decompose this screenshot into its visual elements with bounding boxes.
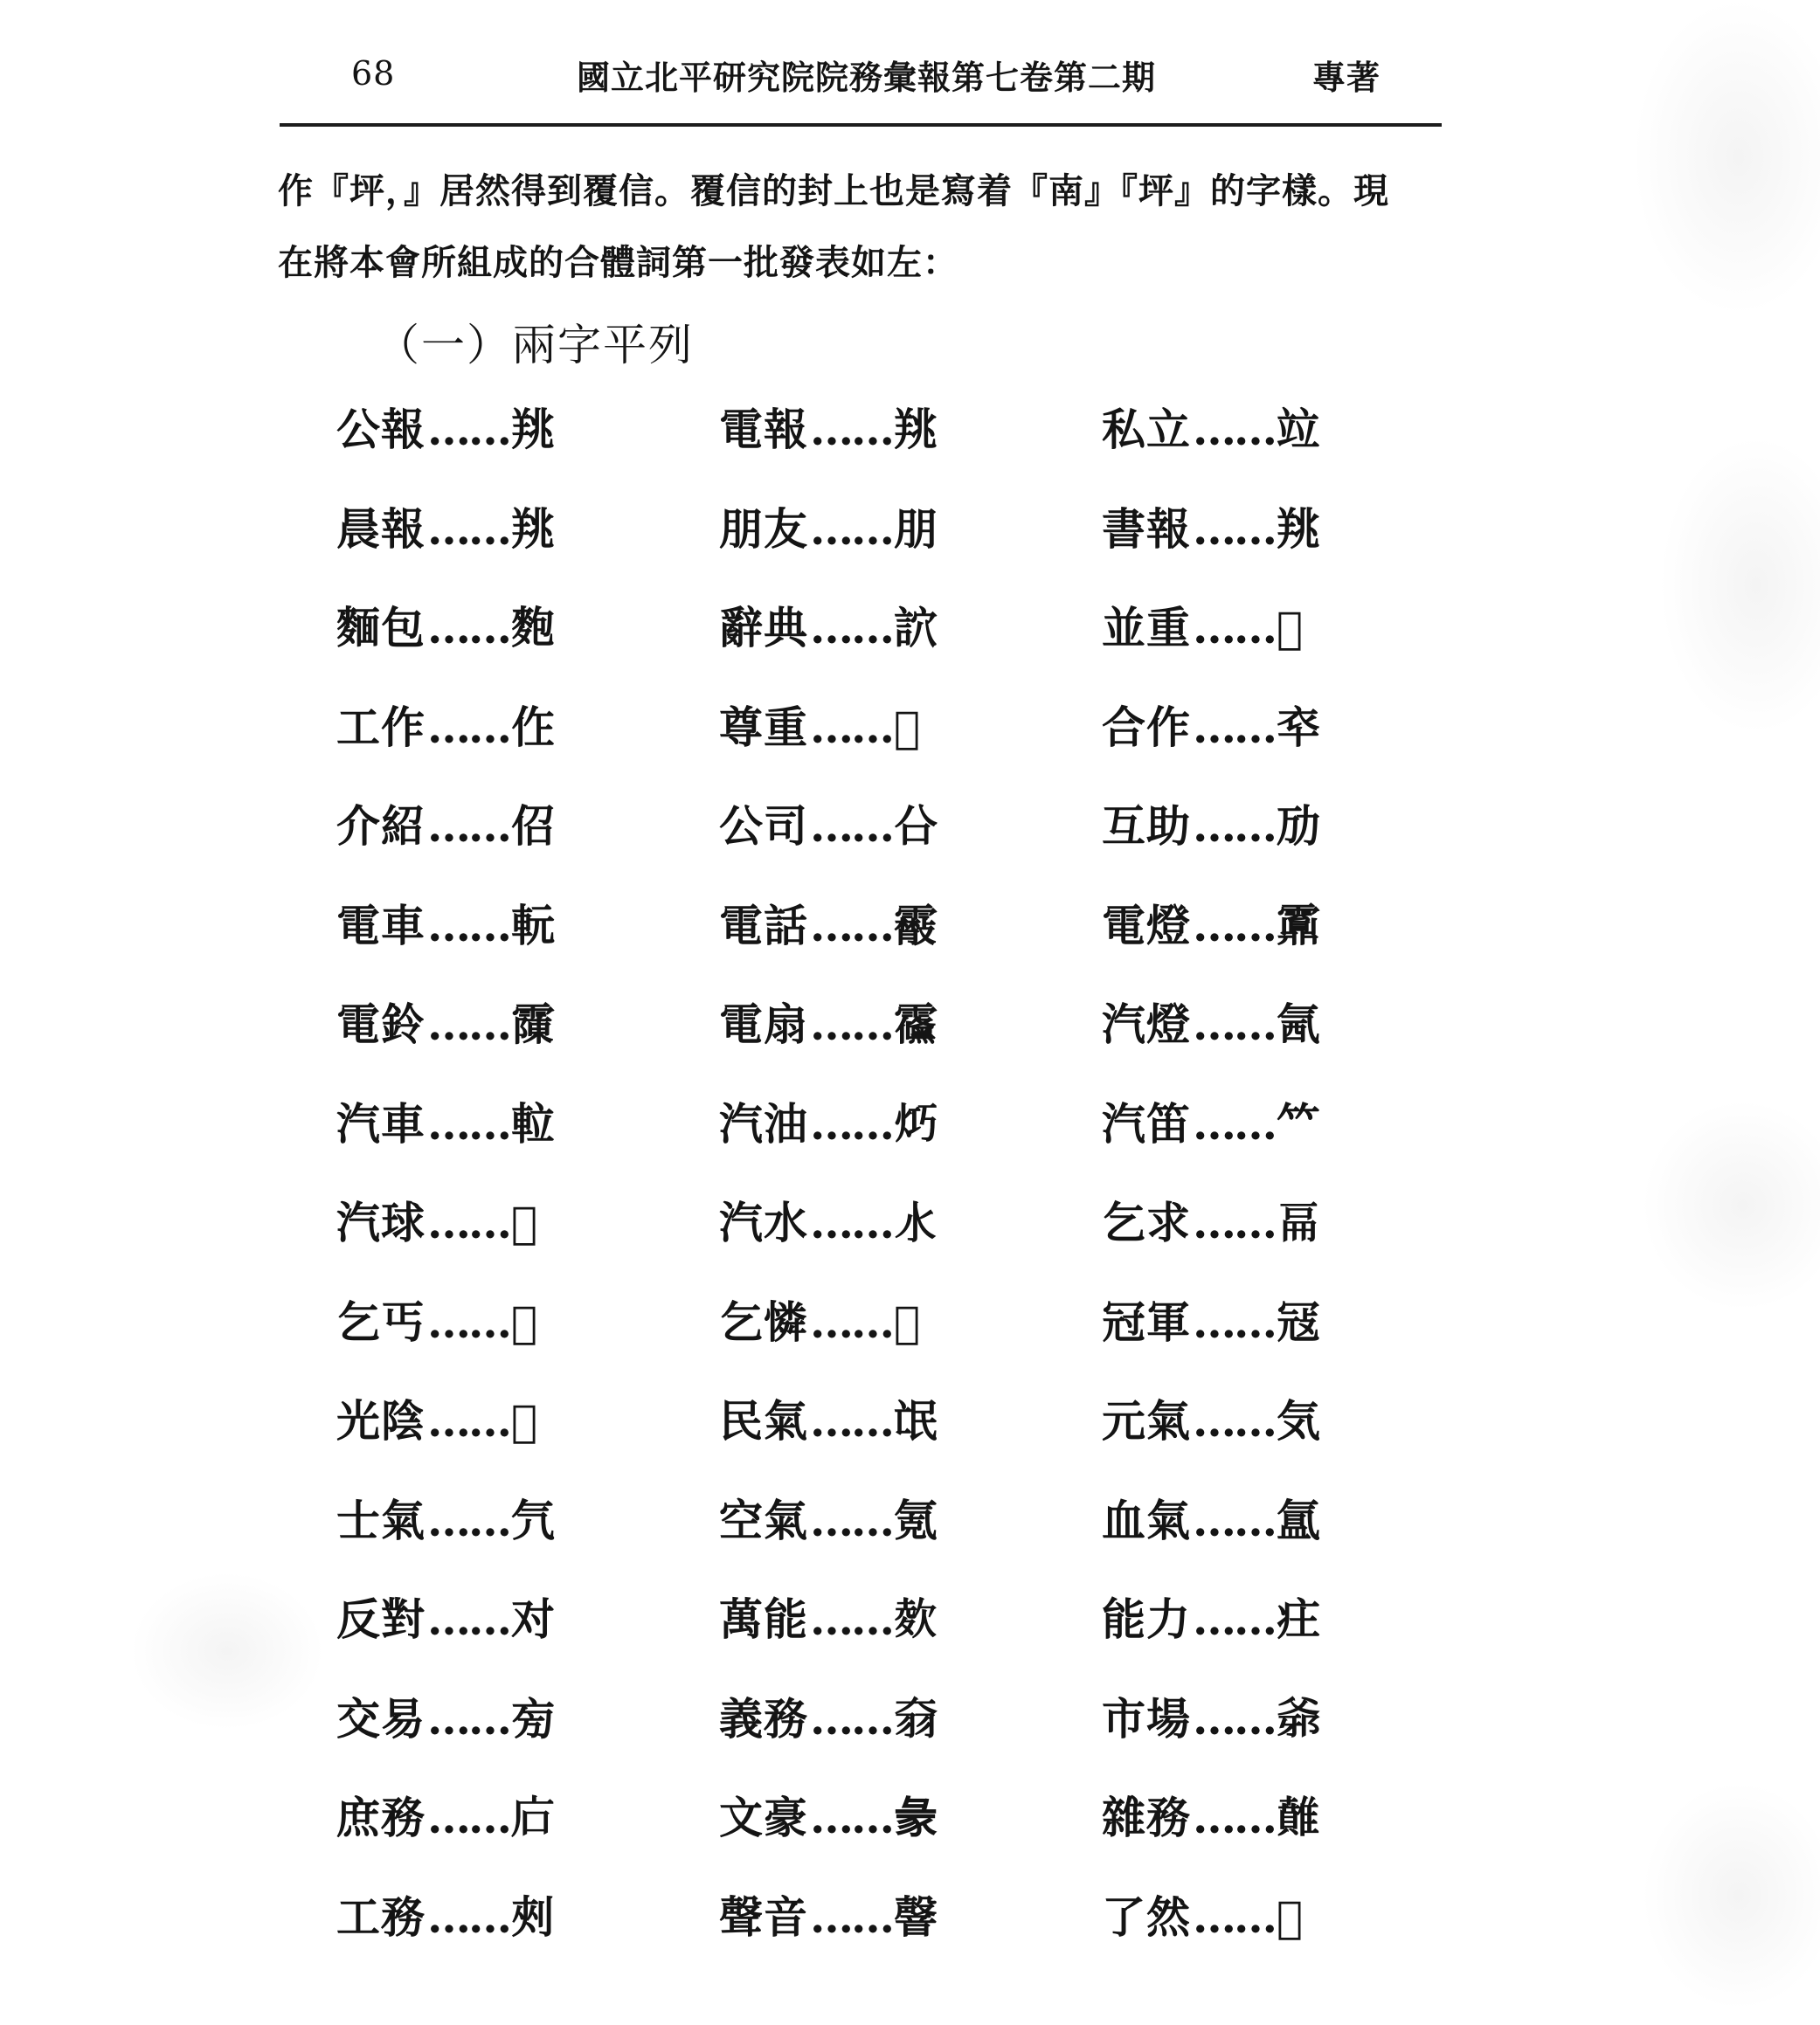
combined-character: 朋: [894, 502, 938, 555]
source-word: 電車: [336, 899, 426, 951]
combined-character: 𤈷: [1277, 1890, 1304, 1943]
leader-dots: ……: [1193, 1296, 1275, 1348]
list-item: [1102, 693, 1469, 792]
combined-character: 㓨: [511, 1890, 556, 1943]
leader-dots: ……: [810, 1792, 892, 1843]
leader-dots: ……: [810, 1197, 892, 1248]
combined-character: 𨤲: [1277, 602, 1304, 653]
source-word: 義務: [719, 1692, 808, 1745]
list-item: [336, 791, 719, 891]
list-item: [336, 1585, 719, 1684]
source-word: 尊重: [719, 701, 808, 753]
list-item: [719, 1188, 1102, 1288]
list-item: [719, 1288, 1102, 1387]
leader-dots: ……: [810, 899, 892, 951]
combined-character: 𠀺: [511, 1296, 539, 1348]
intro-line: 在將本會所組成的合體詞第一批發表如左：: [278, 242, 958, 283]
combined-character: 𩀴: [1277, 1792, 1321, 1843]
combined-character: 䨷: [894, 899, 938, 951]
combined-character: 䍮: [1277, 502, 1321, 555]
source-word: 辭典: [719, 602, 808, 653]
combined-character: 𠀷: [1277, 1197, 1321, 1248]
combined-character: 𣱱: [894, 1197, 938, 1248]
list-item: [336, 1486, 719, 1586]
leader-dots: ……: [1193, 1792, 1275, 1843]
leader-dots: ……: [1193, 602, 1275, 653]
combined-character: 𧰲: [894, 1792, 938, 1843]
leader-dots: ……: [1193, 1197, 1275, 1248]
source-word: 書報: [1102, 502, 1191, 555]
list-item: [1102, 1288, 1469, 1387]
source-word: 合作: [1102, 701, 1191, 753]
combined-character: 𨤲: [894, 701, 922, 753]
combined-character: 𤇤: [894, 1097, 938, 1150]
leader-dots: ……: [810, 701, 892, 753]
list-item: [719, 1089, 1102, 1189]
list-item: [336, 494, 719, 594]
intro-paragraph: [278, 156, 1466, 299]
leader-dots: ……: [427, 999, 509, 1050]
combined-character: 㫄: [511, 1692, 556, 1745]
section-heading: （一）兩字平列: [376, 320, 694, 370]
leader-dots: ……: [1193, 502, 1275, 555]
source-word: 電話: [719, 899, 808, 951]
list-item: [719, 494, 1102, 594]
leader-dots: ……: [427, 1792, 509, 1843]
combined-character: 氥: [1277, 999, 1321, 1050]
list-item: [336, 1883, 719, 1982]
source-word: 汽水: [719, 1197, 808, 1248]
combined-character: 氕: [511, 1494, 556, 1546]
leader-dots: ……: [427, 1692, 509, 1745]
source-word: 雜務: [1102, 1792, 1191, 1843]
source-word: 反對: [336, 1593, 426, 1645]
source-word: 電燈: [1102, 899, 1191, 951]
leader-dots: ……: [810, 800, 892, 852]
leader-dots: ……: [810, 404, 892, 455]
combined-character: 对: [511, 1593, 556, 1645]
list-item: [719, 593, 1102, 693]
source-word: 朋友: [719, 502, 808, 555]
list-item: [336, 1288, 719, 1387]
combined-character: 㽵: [1277, 1593, 1321, 1645]
list-item: [719, 990, 1102, 1089]
source-word: 士氣: [336, 1494, 426, 1546]
combined-character: 韾: [894, 1890, 938, 1943]
combined-character: 𣣋: [894, 1593, 938, 1645]
combined-character: 𥫗: [1277, 1097, 1321, 1150]
combined-character: 竝: [1277, 404, 1321, 455]
leader-dots: ……: [810, 999, 892, 1050]
list-item: [336, 395, 719, 494]
combined-character: 䛎: [894, 602, 938, 653]
combined-character: 㑅: [511, 701, 556, 753]
list-item: [1102, 593, 1469, 693]
list-item: [336, 1188, 719, 1288]
source-word: 元氣: [1102, 1395, 1191, 1447]
combined-character: 䡇: [511, 899, 556, 951]
list-item: [1102, 1089, 1469, 1189]
leader-dots: ……: [1193, 701, 1275, 753]
list-item: [1102, 1783, 1469, 1883]
leader-dots: ……: [810, 1296, 892, 1348]
source-word: 萬能: [719, 1593, 808, 1645]
combined-character: 𢥊: [894, 1296, 922, 1348]
list-item: [1102, 1883, 1469, 1982]
leader-dots: ……: [810, 1692, 892, 1745]
scan-blotch: [1634, 0, 1820, 314]
combined-character: 佋: [511, 800, 556, 852]
list-item: [1102, 395, 1469, 494]
list-item: [1102, 990, 1469, 1089]
leader-dots: ……: [427, 502, 509, 555]
scan-blotch: [1660, 437, 1820, 734]
combined-character: 氲: [1277, 1494, 1321, 1546]
source-word: 汽球: [336, 1197, 426, 1248]
scan-blotch: [1643, 1782, 1820, 2009]
leader-dots: ……: [427, 1593, 509, 1645]
leader-dots: ……: [427, 701, 509, 753]
list-item: [336, 1783, 719, 1883]
leader-dots: ……: [427, 602, 509, 653]
list-item: [1102, 1684, 1469, 1784]
source-word: 工作: [336, 701, 426, 753]
source-word: 汽油: [719, 1097, 808, 1150]
source-word: 庶務: [336, 1792, 426, 1843]
list-item: [336, 891, 719, 991]
scan-blotch: [131, 1572, 323, 1730]
source-word: 電扇: [719, 999, 808, 1050]
leader-dots: ……: [810, 1593, 892, 1645]
source-word: 交易: [336, 1692, 426, 1745]
list-item: [336, 990, 719, 1089]
leader-dots: ……: [1193, 1097, 1275, 1150]
combined-character: 䨶: [1277, 899, 1321, 951]
list-item: [336, 693, 719, 792]
list-item: [719, 1883, 1102, 1982]
leader-dots: ……: [427, 1097, 509, 1150]
leader-dots: ……: [1193, 1692, 1275, 1745]
leader-dots: ……: [1193, 899, 1275, 951]
source-word: 文豪: [719, 1792, 808, 1843]
source-word: 能力: [1102, 1593, 1191, 1645]
list-item: [1102, 1585, 1469, 1684]
source-word: 汽笛: [1102, 1097, 1191, 1150]
list-item: [336, 1386, 719, 1486]
source-word: 並重: [1102, 602, 1191, 653]
source-word: 光陰: [336, 1395, 426, 1447]
combined-character: 𢇞: [511, 1792, 556, 1843]
leader-dots: ……: [1193, 1890, 1275, 1943]
list-item: [719, 791, 1102, 891]
list-item: [336, 1684, 719, 1784]
leader-dots: ……: [810, 602, 892, 653]
header-rule: [280, 123, 1442, 127]
list-item: [1102, 1486, 1469, 1586]
source-word: 工務: [336, 1890, 426, 1943]
list-item: [719, 395, 1102, 494]
combined-character: 䍮: [511, 404, 556, 455]
leader-dots: ……: [1193, 999, 1275, 1050]
list-item: [719, 1684, 1102, 1784]
list-item: [1102, 494, 1469, 594]
source-word: 互助: [1102, 800, 1191, 852]
source-word: 聲音: [719, 1890, 808, 1943]
intro-line: 作『坪，』居然得到覆信。覆信的封上也是寫着『南』『坪』的字樣。現: [278, 170, 1389, 211]
section-name: 專著: [1312, 58, 1381, 97]
list-item: [1102, 1188, 1469, 1288]
source-word: 汽燈: [1102, 999, 1191, 1050]
leader-dots: ……: [810, 1395, 892, 1447]
source-word: 電報: [719, 404, 808, 455]
leader-dots: ……: [427, 1197, 509, 1248]
combined-character: 䘚: [1277, 701, 1321, 753]
list-item: [719, 1783, 1102, 1883]
source-word: 乞求: [1102, 1197, 1191, 1248]
source-word: 電鈴: [336, 999, 426, 1050]
list-item: [336, 593, 719, 693]
leader-dots: ……: [427, 1395, 509, 1447]
source-word: 乞丐: [336, 1296, 426, 1348]
combined-character: 𤥉: [511, 1197, 539, 1248]
combined-character: 氪: [894, 1494, 938, 1546]
scan-blotch: [1643, 1101, 1820, 1310]
leader-dots: ……: [1193, 800, 1275, 852]
source-word: 晨報: [336, 502, 426, 555]
combined-character: 𤽗: [511, 1395, 539, 1447]
leader-dots: ……: [427, 800, 509, 852]
word-list: [336, 395, 1472, 1981]
leader-dots: ……: [1193, 404, 1275, 455]
combined-character: 𦏷: [894, 1692, 938, 1745]
running-header: [280, 49, 1442, 101]
combined-character: 氓: [894, 1395, 938, 1447]
source-word: 麵包: [336, 602, 426, 653]
source-word: 民氣: [719, 1395, 808, 1447]
list-item: [336, 1089, 719, 1189]
leader-dots: ……: [1193, 1593, 1275, 1645]
list-item: [719, 891, 1102, 991]
leader-dots: ……: [810, 1890, 892, 1943]
leader-dots: ……: [1193, 1494, 1275, 1546]
combined-character: 䨯: [511, 999, 556, 1050]
source-word: 私立: [1102, 404, 1191, 455]
source-word: 公司: [719, 800, 808, 852]
source-word: 空氣: [719, 1494, 808, 1546]
source-word: 汽車: [336, 1097, 426, 1150]
combined-character: 冦: [1277, 1296, 1321, 1348]
combined-character: 麭: [511, 602, 556, 653]
combined-character: 𨋢: [511, 1097, 556, 1150]
list-item: [719, 693, 1102, 792]
combined-character: 䍮: [894, 404, 938, 455]
leader-dots: ……: [427, 1296, 509, 1348]
source-word: 市場: [1102, 1692, 1191, 1745]
list-item: [1102, 891, 1469, 991]
leader-dots: ……: [427, 899, 509, 951]
page-number: 68: [351, 54, 396, 93]
leader-dots: ……: [427, 404, 509, 455]
list-item: [719, 1486, 1102, 1586]
leader-dots: ……: [1193, 1395, 1275, 1447]
leader-dots: ……: [810, 1494, 892, 1546]
source-word: 血氣: [1102, 1494, 1191, 1546]
source-word: 乞憐: [719, 1296, 808, 1348]
leader-dots: ……: [427, 1890, 509, 1943]
leader-dots: ……: [810, 502, 892, 555]
source-word: 冠軍: [1102, 1296, 1191, 1348]
list-item: [719, 1386, 1102, 1486]
combined-character: 𤕓: [1277, 1692, 1321, 1745]
leader-dots: ……: [810, 1097, 892, 1150]
source-word: 了然: [1102, 1890, 1191, 1943]
journal-title: 國立北平研究院院務彙報第七卷第二期: [577, 58, 1157, 97]
combined-character: 劢: [1277, 800, 1321, 852]
combined-character: 㕣: [894, 800, 938, 852]
list-item: [719, 1585, 1102, 1684]
combined-character: 䍮: [511, 502, 556, 555]
source-word: 介紹: [336, 800, 426, 852]
combined-character: 気: [1277, 1395, 1321, 1447]
list-item: [1102, 791, 1469, 891]
combined-character: 䨹: [894, 999, 938, 1050]
source-word: 公報: [336, 404, 426, 455]
leader-dots: ……: [427, 1494, 509, 1546]
list-item: [1102, 1386, 1469, 1486]
